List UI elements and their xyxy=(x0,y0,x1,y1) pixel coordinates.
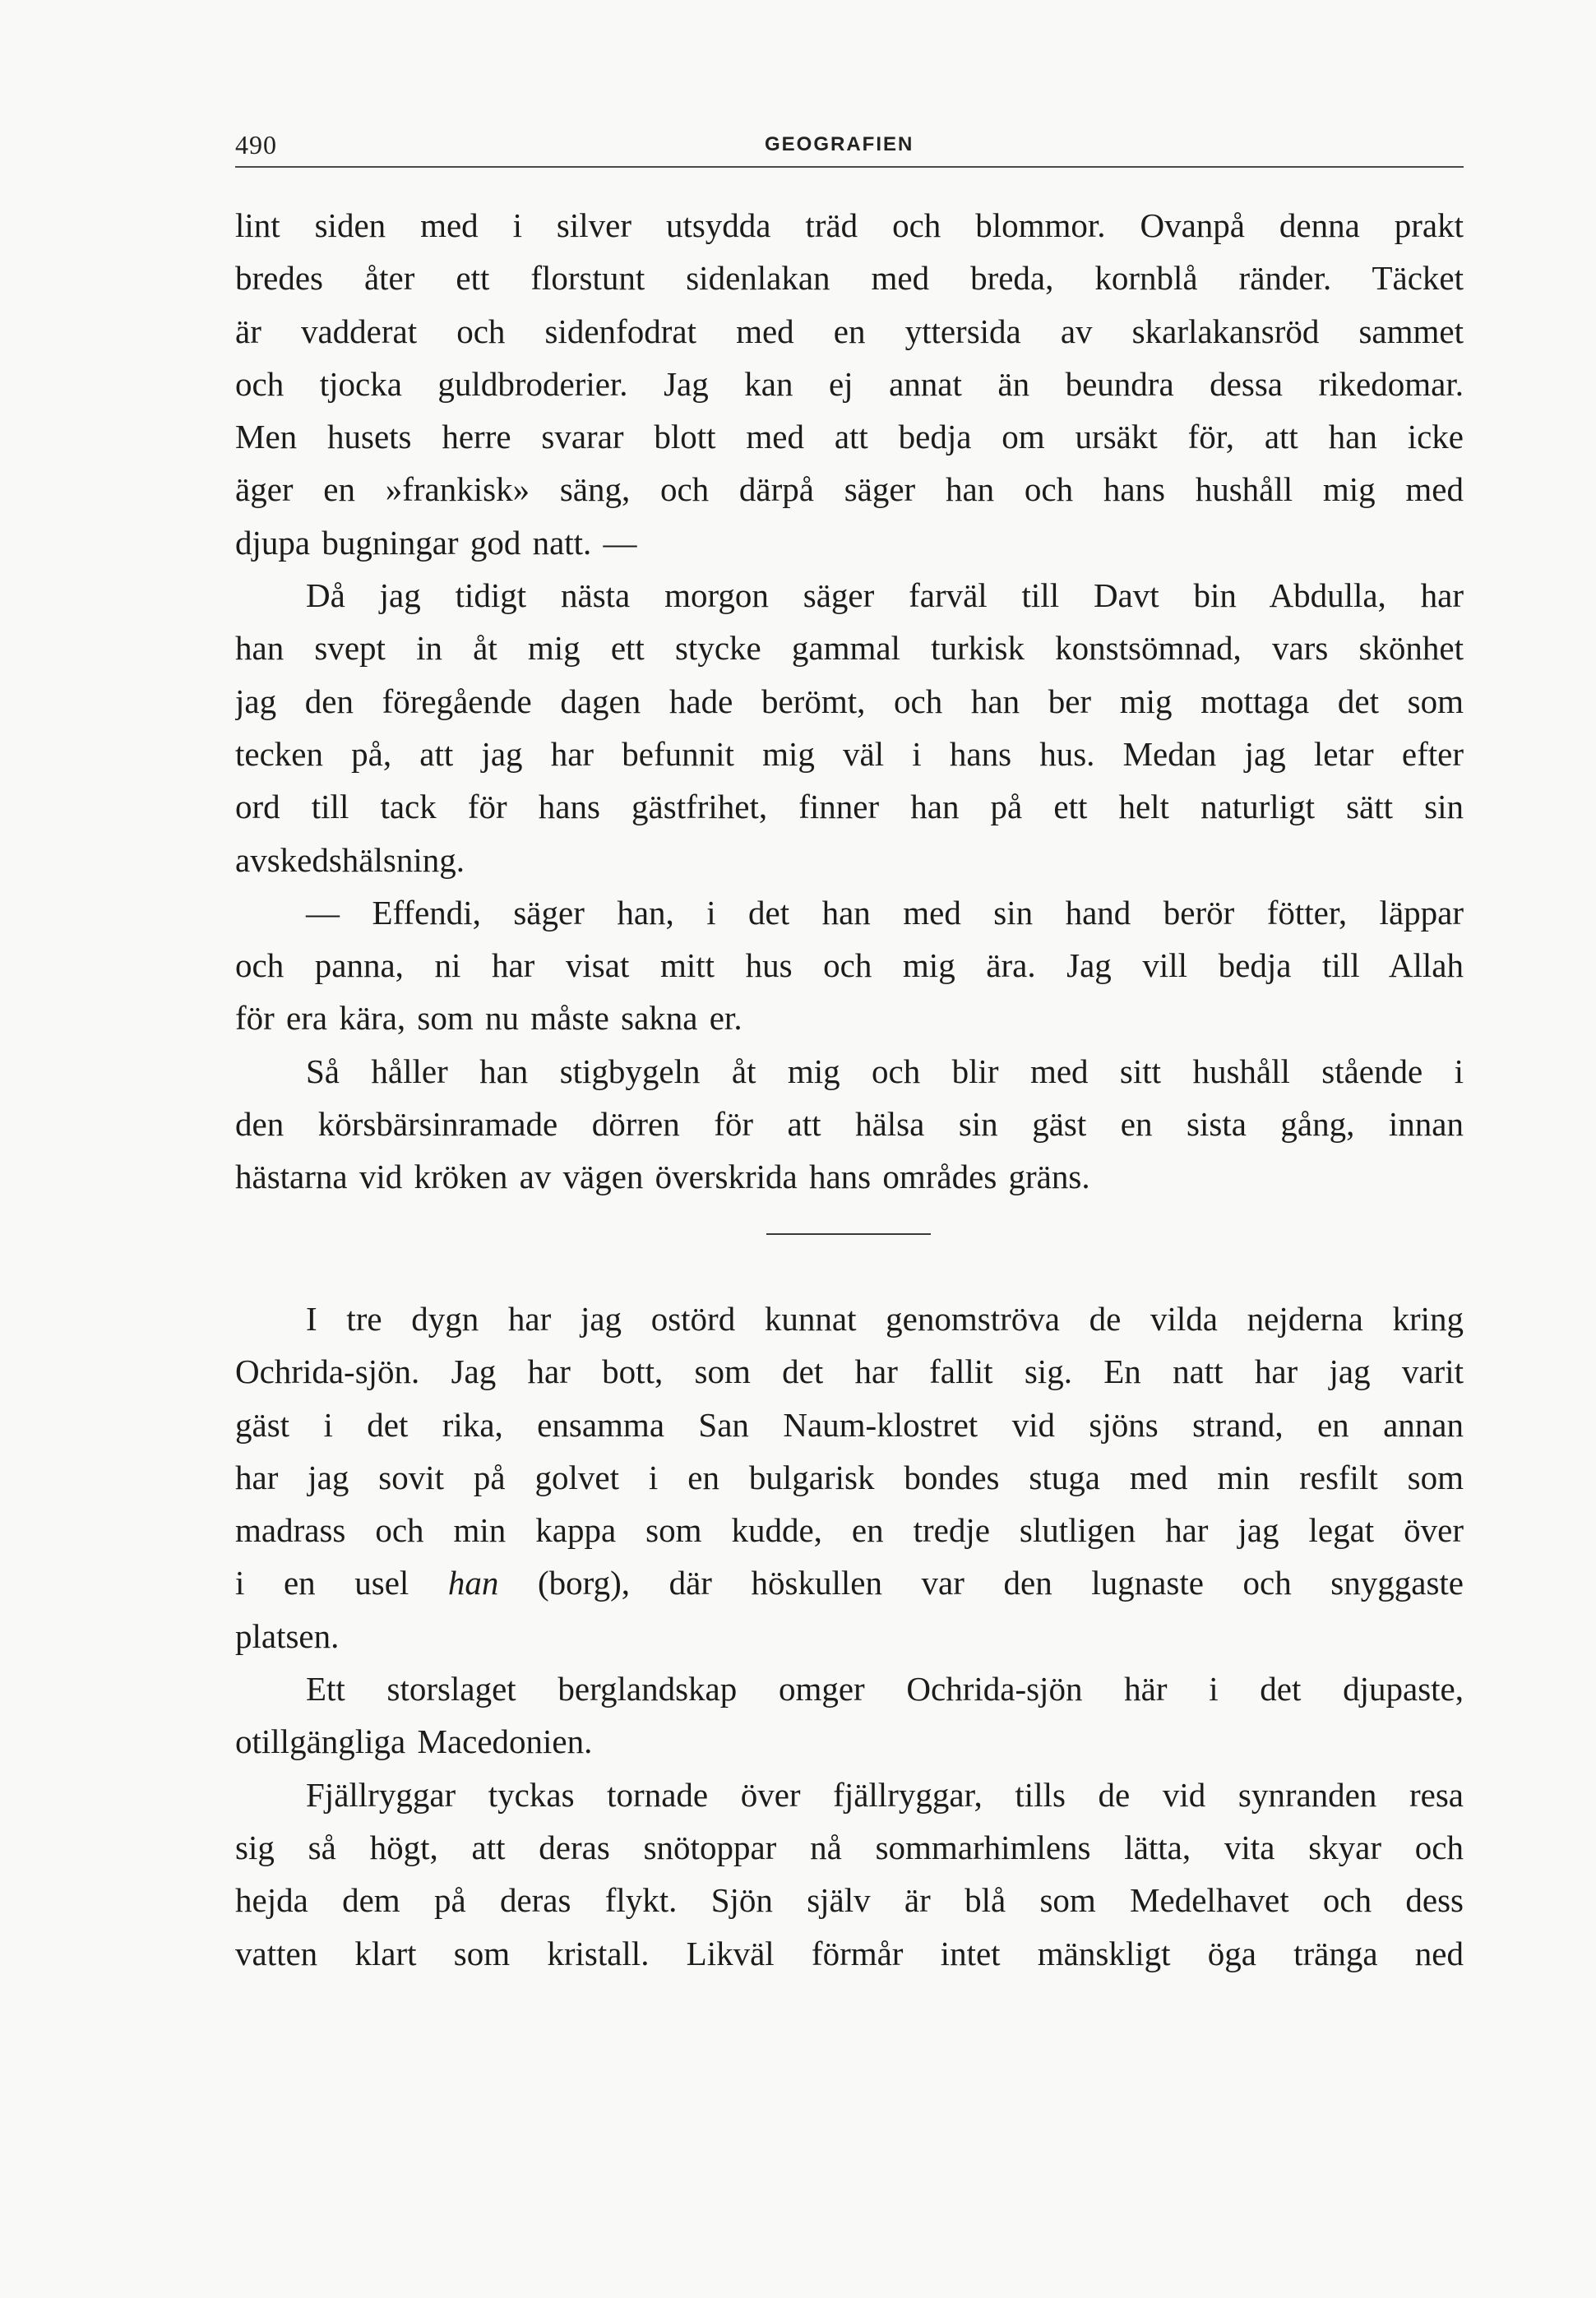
text-line: Men husets herre svarar blott med att bedja om ursäkt för, att han icke xyxy=(235,418,1464,456)
text-line: är vadderat och sidenfodrat med en yttersida av skarlakansröd sammet xyxy=(235,312,1464,350)
text-line: avskedshälsning. xyxy=(235,840,465,879)
section-separator-rule xyxy=(766,1233,931,1235)
text-line: ord till tack för hans gästfrihet, finner han på ett helt naturligt sätt sin xyxy=(235,788,1464,826)
text-block-first-section xyxy=(235,199,1464,1204)
text-line: otillgängliga Macedonien. xyxy=(235,1722,593,1761)
text-line: och tjocka guldbroderier. Jag kan ej annat än beundra dessa rikedomar. xyxy=(235,364,1464,403)
paragraph-start-line: Då jag tidigt nästa morgon säger farväl till Davt bin Abdulla, har xyxy=(306,576,1464,615)
text-line: gäst i det rika, ensamma San Naum-klostret vid sjöns strand, en annan xyxy=(235,1405,1464,1444)
italic-word: han xyxy=(447,1564,499,1602)
text-line: sig så högt, att deras snötoppar nå sommarhimlens lätta, vita skyar och xyxy=(235,1828,1464,1866)
text-line: den körsbärsinramade dörren för att hälsa sin gäst en sista gång, innan xyxy=(235,1105,1464,1144)
text-block-second-section xyxy=(235,1292,1464,1980)
paragraph-start-line: — Effendi, säger han, i det han med sin hand berör fötter, läppar xyxy=(306,893,1464,932)
text-line-with-italic xyxy=(235,1556,1464,1609)
text-line: hejda dem på deras flykt. Sjön själv är blå som Medelhavet och dess xyxy=(235,1881,1464,1920)
text-line: djupa bugningar god natt. — xyxy=(235,523,637,562)
page-number: 490 xyxy=(235,130,277,160)
text-line: Ochrida-sjön. Jag har bott, som det har fallit sig. En natt har jag varit xyxy=(235,1352,1464,1391)
text-line: han svept in åt mig ett stycke gammal turkisk konstsömnad, vars skönhet xyxy=(235,629,1464,668)
running-title: GEOGRAFIEN xyxy=(765,133,914,155)
text-line: platsen. xyxy=(235,1616,340,1655)
text-line: vatten klart som kristall. Likväl förmår intet mänskligt öga tränga ned xyxy=(235,1934,1464,1972)
paragraph-start-line: Så håller han stigbygeln åt mig och blir med sitt hushåll stående i xyxy=(306,1052,1464,1090)
paragraph-start-line: Ett storslaget berglandskap omger Ochrida-sjön här i det djupaste, xyxy=(306,1670,1464,1708)
page-header xyxy=(235,115,1464,168)
paragraph-start-line: I tre dygn har jag ostörd kunnat genomströva de vilda nejderna kring xyxy=(306,1300,1464,1338)
text-segment: (borg), där höskullen var den lugnaste och snyggaste xyxy=(538,1564,1464,1602)
text-line: bredes åter ett florstunt sidenlakan med breda, kornblå ränder. Täcket xyxy=(235,259,1464,298)
text-line: har jag sovit på golvet i en bulgarisk bondes stuga med min resfilt som xyxy=(235,1458,1464,1496)
paragraph-start-line: Fjällryggar tyckas tornade över fjällryggar, tills de vid synranden resa xyxy=(306,1775,1464,1814)
text-line: madrass och min kappa som kudde, en tredje slutligen har jag legat över xyxy=(235,1511,1464,1550)
text-line: och panna, ni har visat mitt hus och mig ära. Jag vill bedja till Allah xyxy=(235,946,1464,985)
text-segment: i en usel xyxy=(235,1564,409,1602)
text-line: för era kära, som nu måste sakna er. xyxy=(235,999,742,1038)
text-line: äger en »frankisk» säng, och därpå säger han och hans hushåll mig med xyxy=(235,470,1464,509)
text-line: jag den föregående dagen hade berömt, och han ber mig mottaga det som xyxy=(235,682,1464,720)
text-line: lint siden med i silver utsydda träd och blommor. Ovanpå denna prakt xyxy=(235,206,1464,244)
text-line: tecken på, att jag har befunnit mig väl i hans hus. Medan jag letar efter xyxy=(235,734,1464,773)
text-line: hästarna vid kröken av vägen överskrida hans områdes gräns. xyxy=(235,1158,1090,1196)
